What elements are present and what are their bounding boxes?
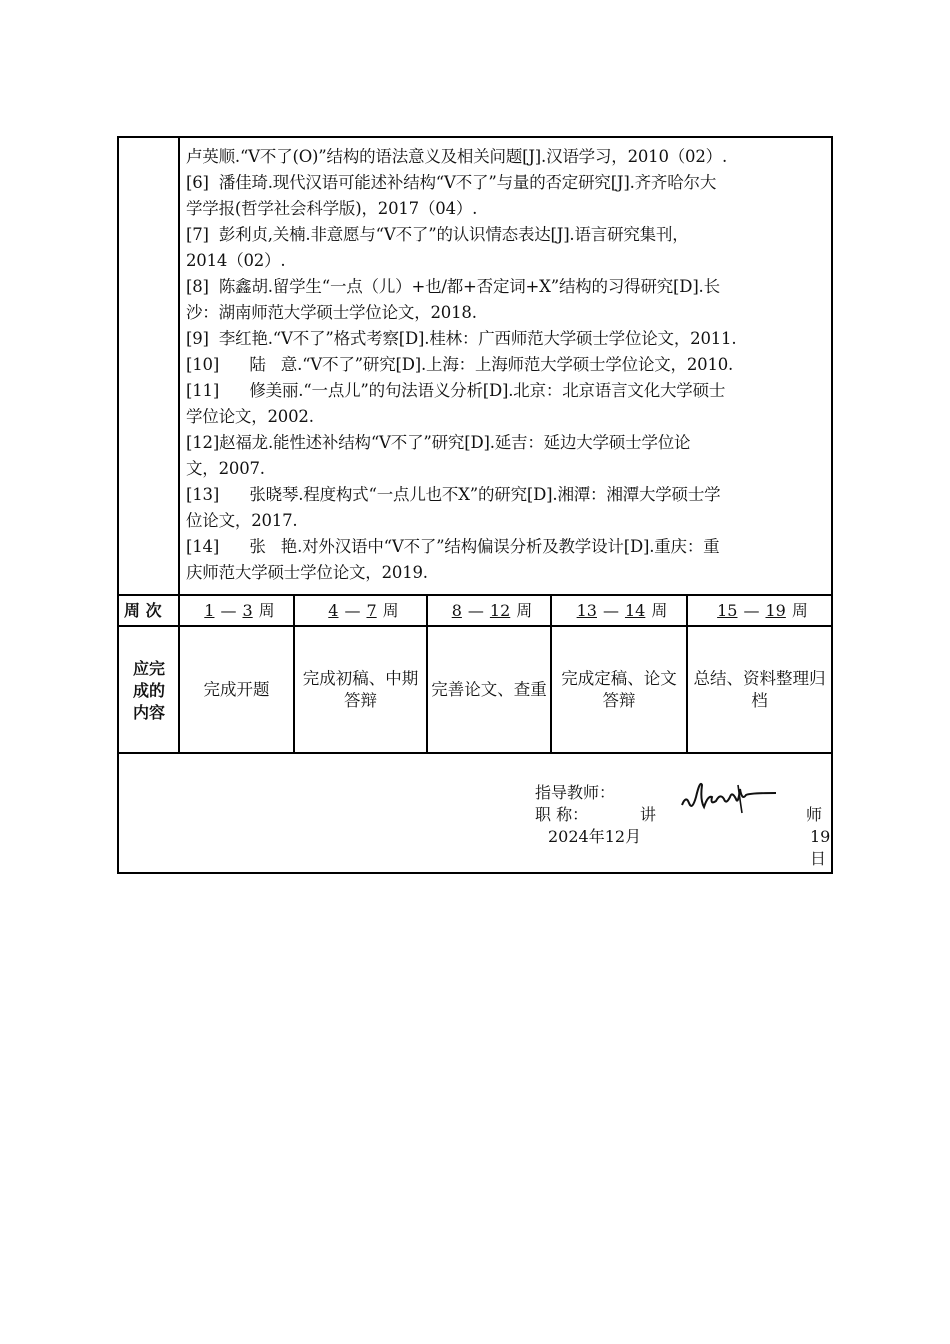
- advisor-label: 指导教师：: [535, 783, 616, 802]
- week-unit: 周: [651, 601, 668, 620]
- week-from: 8: [451, 601, 462, 620]
- week-from: 1: [204, 601, 215, 620]
- week-label: 周 次: [124, 601, 162, 620]
- week-range: [427, 597, 551, 625]
- reference-line: [6] 潘佳琦.现代汉语可能述补结构“V不了”与量的否定研究[J].齐齐哈尔大: [186, 173, 717, 192]
- reference-line: 学学报(哲学社会科学版)，2017（04）.: [186, 199, 478, 218]
- reference-line: 沙：湖南师范大学硕士学位论文，2018.: [186, 303, 477, 322]
- week-range: [294, 597, 427, 625]
- week-unit: 周: [791, 601, 808, 620]
- dash: —: [602, 601, 619, 620]
- divider: [117, 625, 832, 627]
- reference-line: [11] 修美丽.“一点儿”的句法语义分析[D].北京：北京语言文化大学硕士: [186, 381, 726, 400]
- title-value: 讲: [640, 805, 657, 824]
- reference-line: 学位论文，2002.: [186, 407, 314, 426]
- week-unit: 周: [258, 601, 275, 620]
- date-day-unit: 日: [810, 849, 827, 868]
- handwritten-signature: [680, 775, 780, 820]
- reference-line: 卢英顺.“V不了(O)”结构的语法意义及相关问题[J].汉语学习，2010（02）.: [186, 147, 727, 166]
- dash: —: [743, 601, 760, 620]
- reference-line: 2014（02）.: [186, 251, 286, 270]
- reference-line: [10] 陆 意.“V不了”研究[D].上海：上海师范大学硕士学位论文，2010.: [186, 355, 734, 374]
- dash: —: [344, 601, 361, 620]
- divider: [117, 752, 832, 754]
- reference-line: 位论文，2017.: [186, 511, 298, 530]
- title-value-end: 师: [806, 805, 823, 824]
- reference-line: [12]赵福龙.能性述补结构“V不了”研究[D].延吉：延边大学硕士学位论: [186, 433, 691, 452]
- week-from: 4: [328, 601, 339, 620]
- task-cell: 完成开题: [203, 680, 270, 699]
- reference-line: 文，2007.: [186, 459, 265, 478]
- task-cell: 总结、资料整理归档: [693, 669, 826, 710]
- week-range: [687, 597, 832, 625]
- reference-line: [8] 陈鑫胡.留学生“一点（儿）+也/都+否定词+X”结构的习得研究[D].长: [186, 277, 720, 296]
- week-to: 19: [765, 601, 786, 620]
- reference-line: [7] 彭利贞,关楠.非意愿与“V不了”的认识情态表达[J].语言研究集刊，: [186, 225, 689, 244]
- week-unit: 周: [382, 601, 399, 620]
- reference-line: [13] 张晓琴.程度构式“一点儿也不X”的研究[D].湘潭：湘潭大学硕士学: [186, 485, 721, 504]
- task-cell: 完成初稿、中期答辩: [302, 669, 419, 710]
- dash: —: [467, 601, 484, 620]
- reference-line: [9] 李红艳.“V不了”格式考察[D].桂林：广西师范大学硕士学位论文，2011.: [186, 329, 737, 348]
- week-from: 13: [576, 601, 597, 620]
- reference-line: 庆师范大学硕士学位论文，2019.: [186, 563, 428, 582]
- task-cell: 完成定稿、论文答辩: [561, 669, 677, 710]
- date-year-month: 2024年12月: [548, 827, 642, 846]
- title-label: 职 称：: [535, 805, 589, 824]
- week-unit: 周: [516, 601, 533, 620]
- week-to: 7: [366, 601, 377, 620]
- week-range: [179, 597, 294, 625]
- week-to: 3: [242, 601, 253, 620]
- reference-line: [14] 张 艳.对外汉语中“V不了”结构偏误分析及教学设计[D].重庆：重: [186, 537, 720, 556]
- week-from: 15: [717, 601, 738, 620]
- week-range: [551, 597, 687, 625]
- task-cell: 完善论文、查重: [431, 680, 547, 699]
- week-to: 14: [624, 601, 646, 620]
- date-day: 19: [810, 827, 831, 846]
- week-to: 12: [489, 601, 511, 620]
- dash: —: [220, 601, 237, 620]
- divider: [117, 594, 832, 596]
- content-label: 应完成的内容: [132, 659, 165, 722]
